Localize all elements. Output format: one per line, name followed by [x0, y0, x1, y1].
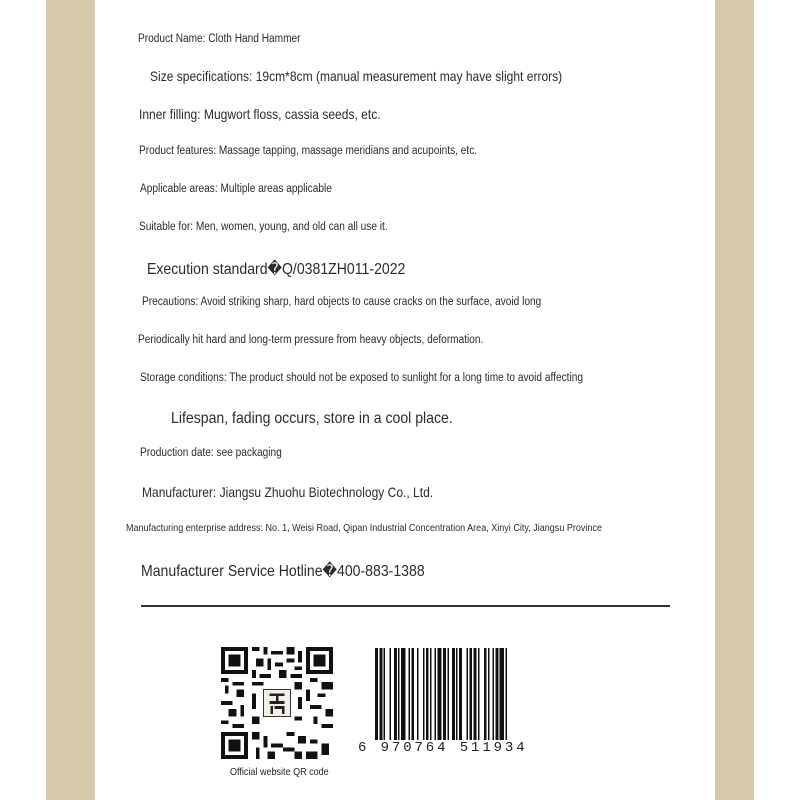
- right-border-band: [715, 0, 754, 800]
- precautions-line-2: Periodically hit hard and long-term pressure from heavy objects, deformation.: [138, 334, 484, 346]
- barcode-bar: [506, 648, 507, 740]
- qr-code-icon: [221, 647, 333, 759]
- size-specifications: Size specifications: 19cm*8cm (manual measurement may have slight errors): [150, 68, 563, 84]
- barcode-bar: [452, 648, 455, 740]
- barcode-bar: [474, 648, 477, 740]
- service-hotline: Manufacturer Service Hotline�400-883-1388: [141, 563, 425, 580]
- barcode-bar: [466, 648, 467, 740]
- barcode-bar: [401, 648, 405, 740]
- barcode-bar: [423, 648, 424, 740]
- barcode-bar: [384, 648, 385, 740]
- barcode-icon: [373, 648, 583, 740]
- manufacturer: Manufacturer: Jiangsu Zhuohu Biotechnology Co., Ltd.: [142, 484, 434, 500]
- barcode-bar: [430, 648, 431, 740]
- suitable-for: Suitable for: Men, women, young, and old can all use it.: [139, 221, 388, 233]
- barcode-bar: [434, 648, 435, 740]
- barcode-bar: [448, 648, 449, 740]
- barcode-bar: [375, 648, 378, 740]
- qr-code-caption: Official website QR code: [230, 766, 329, 778]
- divider-rule: [141, 605, 670, 607]
- product-name: Product Name: Cloth Hand Hammer: [138, 33, 301, 45]
- barcode-bar: [443, 648, 446, 740]
- inner-filling: Inner filling: Mugwort floss, cassia seeds, etc.: [139, 106, 381, 122]
- storage-line-2: Lifespan, fading occurs, store in a cool place.: [171, 410, 453, 427]
- barcode-bar: [411, 648, 414, 740]
- barcode-bar: [417, 648, 418, 740]
- barcode-bar: [390, 648, 391, 740]
- precautions-line-1: Precautions: Avoid striking sharp, hard objects to cause cracks on the surface, avoid long: [142, 296, 542, 308]
- barcode-bar: [469, 648, 472, 740]
- barcode-digits: 6 970764 511934: [358, 740, 528, 756]
- barcode-bar: [398, 648, 399, 740]
- barcode-bar: [437, 648, 441, 740]
- barcode-bar: [478, 648, 479, 740]
- barcode-bar: [500, 648, 504, 740]
- barcode-bar: [379, 648, 382, 740]
- barcode-bar: [495, 648, 498, 740]
- product-features: Product features: Massage tapping, massage meridians and acupoints, etc.: [139, 145, 478, 157]
- production-date: Production date: see packaging: [140, 447, 282, 459]
- barcode-bar: [484, 648, 487, 740]
- left-border-band: [46, 0, 95, 800]
- barcode-bar: [459, 648, 462, 740]
- storage-line-1: Storage conditions: The product should not be exposed to sunlight for a long time to avoid affecting: [140, 372, 583, 384]
- barcode-bar: [394, 648, 397, 740]
- barcode-bar: [492, 648, 493, 740]
- barcode-bar: [456, 648, 457, 740]
- applicable-areas: Applicable areas: Multiple areas applicable: [140, 183, 332, 195]
- manufacturer-address: Manufacturing enterprise address: No. 1, Weisi Road, Qipan Industrial Concentration Area, Xinyi City, Jiangsu Province: [126, 522, 602, 534]
- barcode-bar: [426, 648, 429, 740]
- barcode-bar: [408, 648, 409, 740]
- barcode-bar: [488, 648, 489, 740]
- execution-standard: Execution standard�Q/0381ZH011-2022: [147, 261, 406, 278]
